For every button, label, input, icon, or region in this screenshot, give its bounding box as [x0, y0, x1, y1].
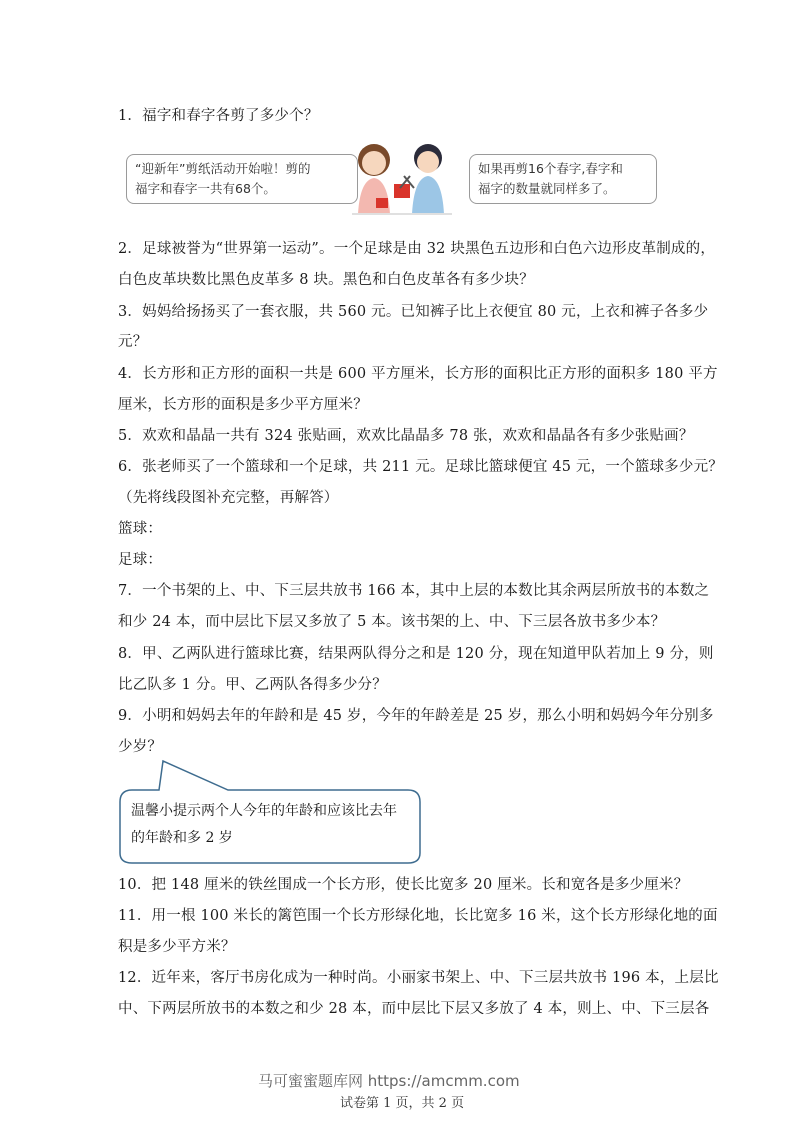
football-label: 足球：: [118, 552, 163, 568]
question-4-line-2: 厘米，长方形的面积是多少平方厘米？: [118, 397, 368, 413]
children-cutting-paper-picture: [344, 136, 460, 216]
tip-line-2: 的年龄和多 2 岁: [131, 830, 233, 846]
question-6-line-2: （先将线段图补充完整，再解答）: [118, 490, 339, 506]
question-11-line-1: 11．用一根 100 米长的篱笆围一个长方形绿化地，长比宽多 16 米，这个长方形绿化地的面: [118, 908, 718, 924]
question-7-line-1: 7．一个书架的上、中、下三层共放书 166 本，其中上层的本数比其余两层所放书的本数之: [118, 583, 710, 599]
right-speech-bubble: [469, 154, 657, 204]
question-11-line-2: 积是多少平方米？: [118, 939, 236, 955]
right-bubble-line-2: 福字的数量就同样多了。: [478, 181, 616, 196]
question-4-line-1: 4．长方形和正方形的面积一共是 600 平方厘米，长方形的面积比正方形的面积多 180 平方: [118, 366, 718, 382]
page-number: 试卷第 1 页，共 2 页: [340, 1096, 465, 1111]
question-9-line-1: 9．小明和妈妈去年的年龄和是 45 岁，今年的年龄差是 25 岁，那么小明和妈妈今年分别多: [118, 708, 714, 724]
question-3-line-2: 元？: [118, 334, 148, 350]
question-7-line-2: 和少 24 本，而中层比下层又多放了 5 本。该书架的上、中、下三层各放书多少本？: [118, 614, 666, 630]
tip-line-1: 温馨小提示两个人今年的年龄和应该比去年: [131, 803, 397, 819]
question-8-line-1: 8．甲、乙两队进行篮球比赛，结果两队得分之和是 120 分，现在知道甲队若加上 9 分，则: [118, 646, 714, 662]
question-12-line-2: 中、下两层所放书的本数之和少 28 本，而中层比下层又多放了 4 本，则上、中、下三层各: [118, 1001, 710, 1017]
question-5: 5．欢欢和晶晶一共有 324 张贴画，欢欢比晶晶多 78 张，欢欢和晶晶各有多少张贴画？: [118, 428, 694, 444]
question-8-line-2: 比乙队多 1 分。甲、乙两队各得多少分？: [118, 677, 387, 693]
right-bubble-line-1: 如果再剪16个春字,春字和: [478, 161, 623, 176]
question-10: 10．把 148 厘米的铁丝围成一个长方形，使长比宽多 20 厘米。长和宽各是多少厘米？: [118, 877, 689, 893]
left-bubble-line-2: 福字和春字一共有68个。: [135, 181, 276, 196]
watermark-text: 马可蜜蜜题库网 https://amcmm.com: [258, 1072, 520, 1090]
question-2-line-2: 白色皮革块数比黑色皮革多 8 块。黑色和白色皮革各有多少块？: [118, 272, 534, 288]
basketball-label: 篮球：: [118, 521, 163, 537]
question-2-line-1: 2．足球被誉为“世界第一运动”。一个足球是由 32 块黑色五边形和白色六边形皮革制成的，: [118, 241, 716, 257]
tip-text: [131, 798, 397, 852]
question-3-line-1: 3．妈妈给扬扬买了一套衣服，共 560 元。已知裤子比上衣便宜 80 元，上衣和裤子各多少: [118, 304, 709, 320]
question-1: 1．福字和春字各剪了多少个？: [118, 108, 319, 124]
question-12-line-1: 12．近年来，客厅书房化成为一种时尚。小丽家书架上、中、下三层共放书 196 本，上层比: [118, 970, 719, 986]
question-9-line-2: 少岁？: [118, 739, 163, 755]
question-6-line-1: 6．张老师买了一个篮球和一个足球，共 211 元。足球比篮球便宜 45 元，一个篮球多少元？: [118, 459, 723, 475]
left-bubble-line-1: “迎新年”剪纸活动开始啦！剪的: [135, 161, 311, 176]
left-speech-bubble: [126, 154, 358, 204]
